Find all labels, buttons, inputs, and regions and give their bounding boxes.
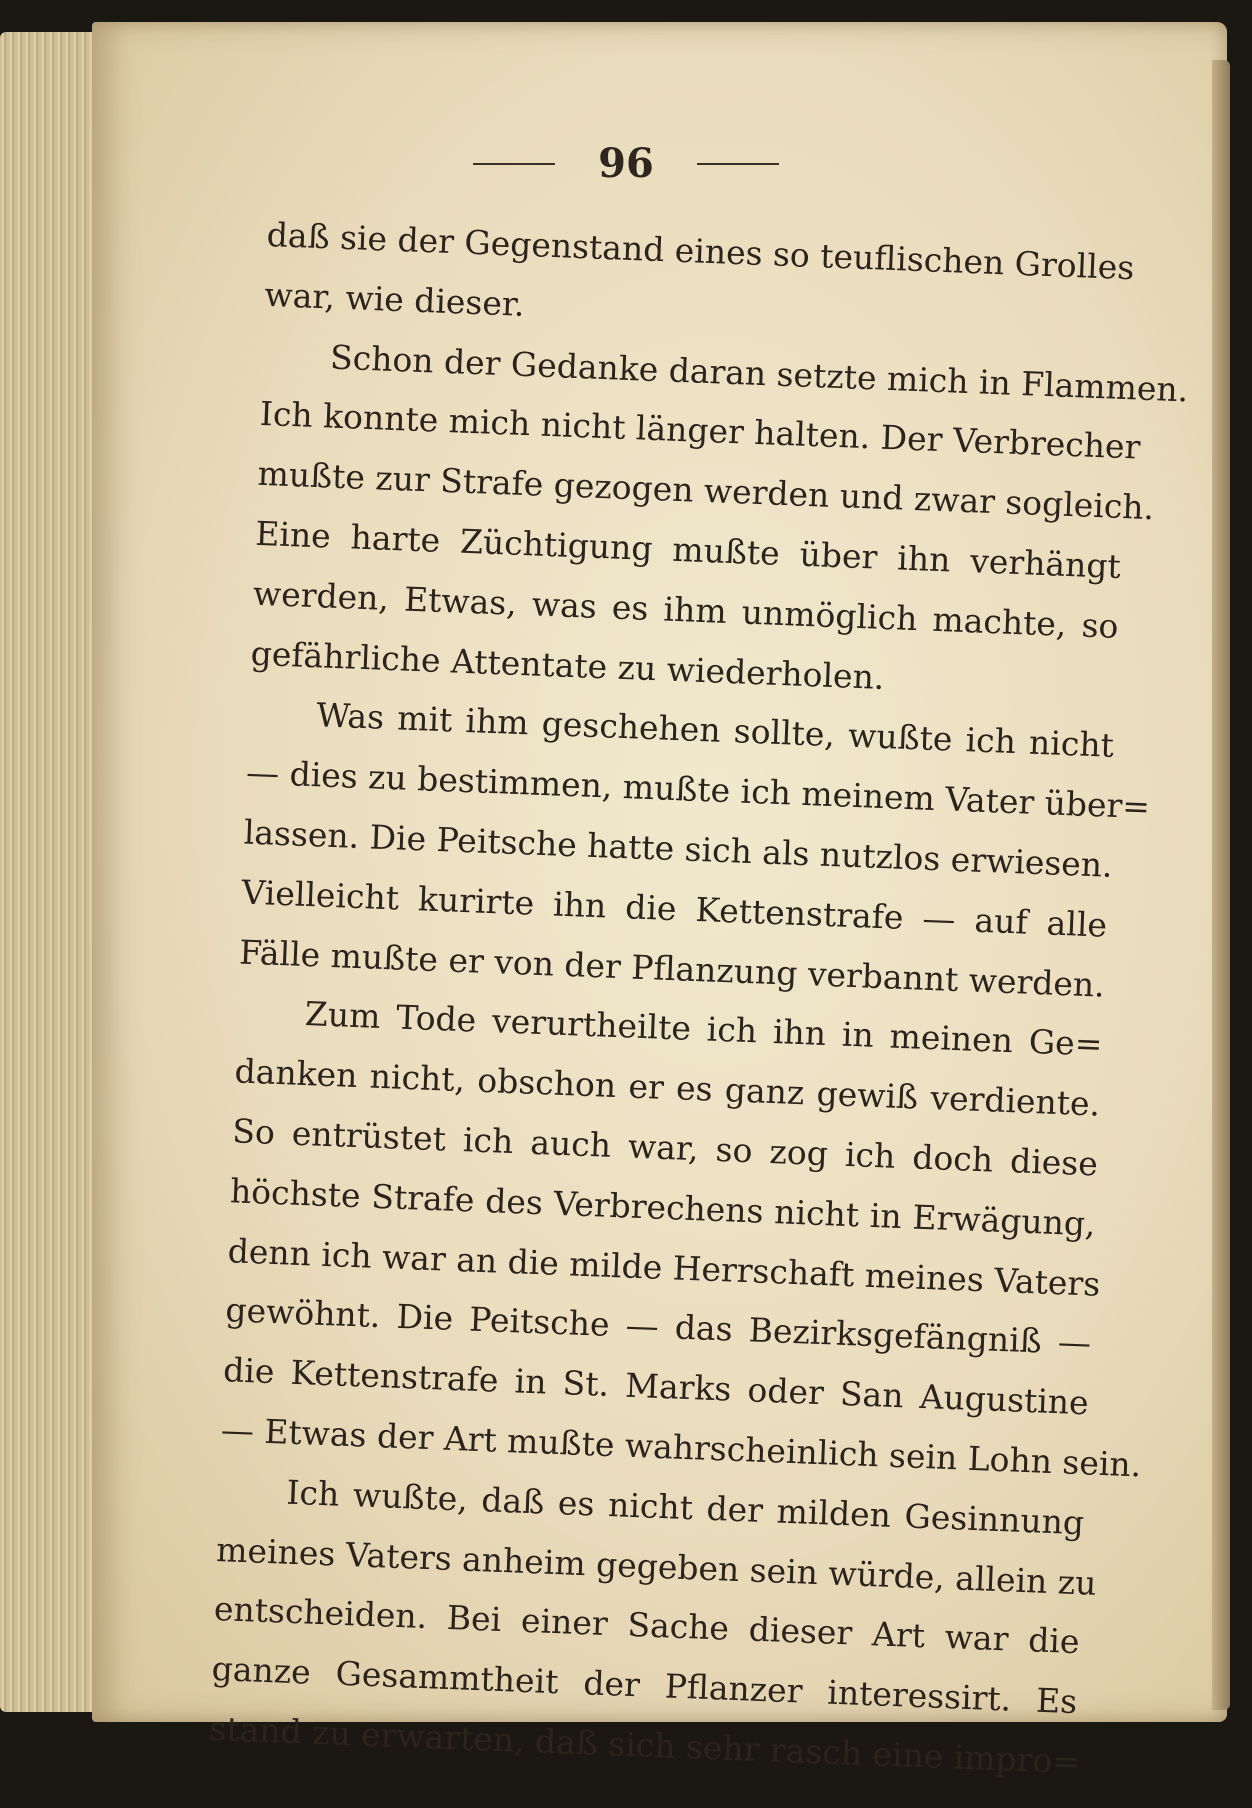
text-line: Eine harte Züchtigung mußte über ihn verhängt xyxy=(254,513,1122,586)
text-line: gefährliche Attentate zu wiederholen. xyxy=(250,633,886,697)
page-header xyxy=(0,140,1252,187)
text-line: lassen. Die Peitsche hatte sich als nutzlos erwiesen. xyxy=(243,812,1114,885)
text-line: die Kettenstrafe in St. Marks oder San Augustine xyxy=(222,1350,1090,1423)
text-line: Fälle mußte er von der Pflanzung verbannt werden. xyxy=(238,932,1106,1005)
text-line: ganze Gesammtheit der Pflanzer interessirt. Es xyxy=(211,1649,1078,1722)
text-line: werden, Etwas, was es ihm unmöglich machte, so xyxy=(252,573,1120,646)
text-line: mußte zur Strafe gezogen werden und zwar sogleich. xyxy=(256,454,1155,528)
text-line: — dies zu bestimmen, mußte ich meinem Vater über= xyxy=(245,752,1151,827)
header-rule-left xyxy=(473,163,555,165)
text-line: gewöhnt. Die Peitsche — das Bezirksgefängniß — xyxy=(224,1290,1092,1363)
text-line: — Etwas der Art mußte wahrscheinlich sein Lohn sein. xyxy=(220,1410,1142,1485)
text-line: Vielleicht kurirte ihn die Kettenstrafe — auf alle xyxy=(240,872,1108,945)
page-number: 96 xyxy=(598,140,654,187)
text-line: Ich wußte, daß es nicht der milden Gesinnung xyxy=(285,1472,1085,1543)
page-curl-edge xyxy=(1212,60,1230,1710)
text-line: Ich konnte mich nicht länger halten. Der Verbrecher xyxy=(259,394,1142,468)
text-line: stand zu erwarten, daß sich sehr rasch eine impro= xyxy=(208,1708,1081,1782)
text-line: Zum Tode verurtheilte ich ihn in meinen Ge= xyxy=(304,994,1104,1064)
text-line: daß sie der Gegenstand eines so teuflischen Grolles xyxy=(266,214,1135,288)
text-line: Schon der Gedanke daran setzte mich in Flammen. xyxy=(329,337,1189,410)
body-text xyxy=(208,205,1189,1792)
header-rule-right xyxy=(697,163,779,165)
text-line: Was mit ihm geschehen sollte, wußte ich nicht xyxy=(315,695,1115,766)
text-line: entscheiden. Bei einer Sache dieser Art war die xyxy=(213,1589,1081,1662)
text-line: denn ich war an die milde Herrschaft meines Vaters xyxy=(227,1230,1101,1304)
text-line: meines Vaters anheim gegeben sein würde, allein zu xyxy=(215,1529,1098,1603)
text-line: höchste Strafe des Verbrechens nicht in Erwägung, xyxy=(229,1171,1097,1244)
text-line: So entrüstet ich auch war, so zog ich doch diese xyxy=(231,1111,1099,1184)
text-line: war, wie dieser. xyxy=(263,274,526,324)
text-line: danken nicht, obschon er es ganz gewiß verdiente. xyxy=(233,1051,1101,1124)
